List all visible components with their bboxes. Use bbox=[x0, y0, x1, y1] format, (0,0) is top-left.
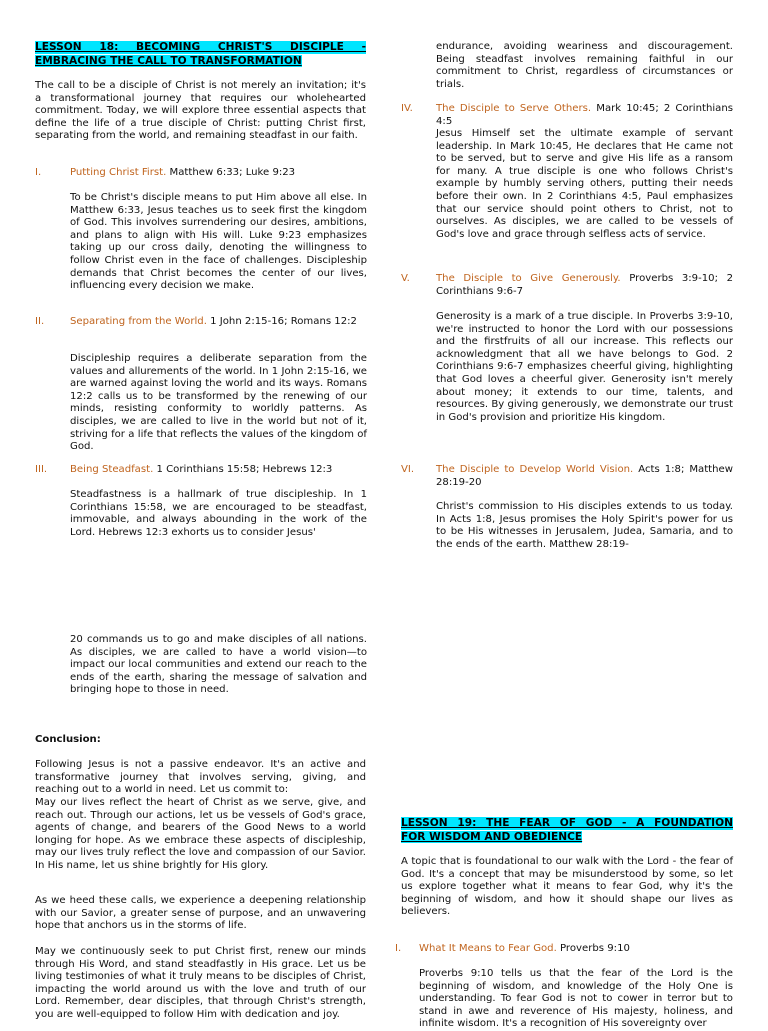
conclusion-paragraph: As we heed these calls, we experience a deepening relationship with our Savior, a greater sense of purpose, and an unwavering hope that anchors us in the storms of life. bbox=[35, 895, 366, 932]
point-numeral: IV. bbox=[401, 103, 413, 114]
point-body: Generosity is a mark of a true disciple. In Proverbs 3:9-10, we're instructed to honor the Lord with our possessions and the firstfruits of all our increase. This reflects our acknowledgment that all we have belongs to God. 2 Corinthians 9:6-7 emphasizes cheerful giving, highlighting that God loves a cheerful giver. Generosity isn't merely about money; it extends to our time, talents, and resources. By giving generously, we demonstrate our trust in God's provision and prioritize His kingdom. bbox=[436, 311, 733, 423]
point-body-continued: 20 commands us to go and make disciples of all nations. As disciples, we are called to have a world vision—to impact our local communities and extend our reach to the ends of the earth, sharing the message of salvation and bringing hope to those in need. bbox=[70, 634, 367, 696]
point-body: Discipleship requires a deliberate separation from the values and allurements of the world. In 1 John 2:15-16, we are warned against loving the world and its ways. Romans 12:2 calls us to be transformed by the renewing of our minds, resisting conformity to worldly patterns. As disciples, we are called to live in the world but not of it, striving for a life that reflects the values of the kingdom of God. bbox=[70, 353, 367, 453]
point-title: The Disciple to Give Generously. bbox=[436, 273, 621, 284]
lesson-18-intro: The call to be a disciple of Christ is not merely an invitation; it's a transformational journey that requires our wholehearted commitment. Today, we will explore three essential aspects that define the life of a true disciple of Christ: putting Christ first, separating from the world, and remaining steadfast in our faith. bbox=[35, 80, 366, 142]
point-title: What It Means to Fear God. bbox=[419, 943, 557, 954]
point-numeral: II. bbox=[35, 316, 45, 327]
point-numeral: III. bbox=[35, 464, 48, 475]
point-heading bbox=[70, 167, 367, 180]
point-refs: Matthew 6:33; Luke 9:23 bbox=[166, 167, 296, 178]
point-numeral: VI. bbox=[401, 464, 415, 475]
point-refs: Acts 1:8; Matthew 28:19-20 bbox=[436, 464, 734, 488]
point-title: The Disciple to Develop World Vision. bbox=[436, 464, 634, 475]
point-title: Separating from the World. bbox=[70, 316, 207, 327]
point-refs: Proverbs 3:9-10; 2 Corinthians 9:6-7 bbox=[436, 273, 733, 297]
conclusion-paragraph: May we continuously seek to put Christ first, renew our minds through His Word, and stand steadfastly in His grace. Let us be living testimonies of what it truly means to be disciples of Christ, impacting the world around us with the love and truth of our Lord. Remember, dear disciples, that through Christ's strength, you are well-equipped to follow Him with dedication and joy. bbox=[35, 946, 366, 1020]
point-heading bbox=[436, 464, 733, 489]
point-body: Christ's commission to His disciples extends to us today. In Acts 1:8, Jesus promises the Holy Spirit's power for us to be His witnesses in Jerusalem, Judea, Samaria, and to the ends of the earth. Matthew 28:19- bbox=[436, 501, 733, 550]
point-body: Jesus Himself set the ultimate example of servant leadership. In Mark 10:45, He declares that He came not to be served, but to serve and give His life as a ransom for many. A true disciple is one who follows Christ's example by humbly serving others, putting their needs before their own. In 2 Corinthians 4:5, Paul emphasizes that our service should point others to Christ, not to ourselves. As disciples, we are called to be vessels of God's love and grace through selfless acts of service. bbox=[436, 128, 733, 240]
lesson-18-title-line1: LESSON 18: BECOMING CHRIST'S DISCIPLE - bbox=[35, 41, 366, 53]
point-heading bbox=[419, 943, 733, 956]
point-body: Proverbs 9:10 tells us that the fear of the Lord is the beginning of wisdom, and knowledge of the Holy One is understanding. To fear God is not to cower in terror but to stand in awe and reverence of His majesty, holiness, and infinite wisdom. It's a recognition of His sovereignty over bbox=[419, 968, 733, 1030]
conclusion-heading: Conclusion: bbox=[35, 734, 101, 745]
point-numeral: V. bbox=[401, 273, 410, 284]
point-body-continued: endurance, avoiding weariness and discouragement. Being steadfast involves remaining faithful in our commitment to Christ, regardless of circumstances or trials. bbox=[436, 41, 733, 90]
point-heading bbox=[70, 464, 367, 477]
point-heading bbox=[436, 103, 733, 128]
point-heading bbox=[436, 273, 733, 298]
point-numeral: I. bbox=[395, 943, 402, 954]
point-numeral: I. bbox=[35, 167, 42, 178]
point-refs: Mark 10:45; 2 Corinthians 4:5 bbox=[436, 103, 733, 127]
lesson-18-title bbox=[35, 41, 366, 68]
point-refs: 1 Corinthians 15:58; Hebrews 12:3 bbox=[153, 464, 333, 475]
lesson-19-title-line2: FOR WISDOM AND OBEDIENCE bbox=[401, 830, 583, 843]
point-body: To be Christ's disciple means to put Him above all else. In Matthew 6:33, Jesus teaches us to seek first the kingdom of God. This involves surrendering our desires, ambitions, and plans to align with His will. Luke 9:23 emphasizes taking up our cross daily, denoting the willingness to follow Christ even in the face of challenges. Discipleship demands that Christ becomes the center of our lives, influencing every decision we make. bbox=[70, 192, 367, 292]
lesson-19-intro: A topic that is foundational to our walk with the Lord - the fear of God. It's a concept that may be misunderstood by some, so let us explore together what it means to fear God, why it's the beginning of wisdom, and how it should shape our lives as believers. bbox=[401, 856, 733, 918]
conclusion-paragraph: Following Jesus is not a passive endeavor. It's an active and transformative journey that involves serving, giving, and reaching out to a world in need. Let us commit to: bbox=[35, 759, 366, 796]
point-heading bbox=[70, 316, 367, 329]
point-title: Being Steadfast. bbox=[70, 464, 154, 475]
point-refs: Proverbs 9:10 bbox=[556, 943, 630, 954]
lesson-19-title bbox=[401, 817, 733, 844]
conclusion-paragraph: May our lives reflect the heart of Christ as we serve, give, and reach out. Through our actions, let us be vessels of God's grace, agents of change, and bearers of the Good News to a world longing for hope. As we embrace these aspects of discipleship, may our lives truly reflect the love and compassion of our Savior. In His name, let us shine brightly for His glory. bbox=[35, 797, 366, 871]
lesson-19-title-line1: LESSON 19: THE FEAR OF GOD - A FOUNDATION bbox=[401, 817, 733, 829]
lesson-18-title-line2: EMBRACING THE CALL TO TRANSFORMATION bbox=[35, 54, 302, 67]
point-refs: 1 John 2:15-16; Romans 12:2 bbox=[206, 316, 357, 327]
point-body: Steadfastness is a hallmark of true discipleship. In 1 Corinthians 15:58, we are encouraged to be steadfast, immovable, and always abounding in the work of the Lord. Hebrews 12:3 exhorts us to consider Jesus' bbox=[70, 489, 367, 538]
point-title: The Disciple to Serve Others. bbox=[436, 103, 592, 114]
point-title: Putting Christ First. bbox=[70, 167, 167, 178]
